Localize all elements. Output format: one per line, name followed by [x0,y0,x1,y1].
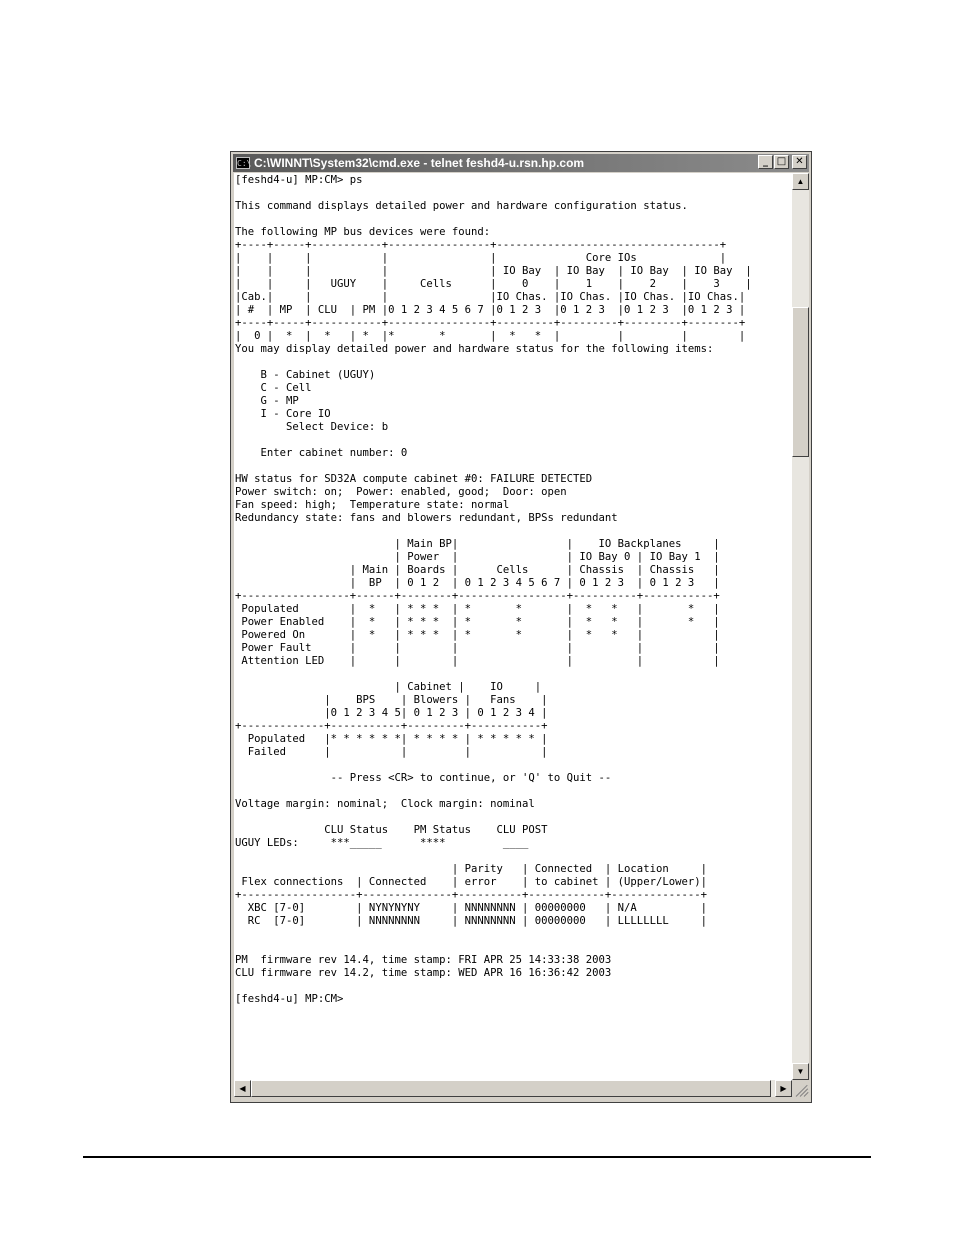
window-title: C:\WINNT\System32\cmd.exe - telnet feshd4-u.rsn.hp.com [254,156,585,170]
console-line: | | | | | IO Bay | IO Bay | IO Bay | IO Bay | [235,265,752,277]
console-line: | BP | 0 1 2 | 0 1 2 3 4 5 6 7 | 0 1 2 3 | 0 1 2 3 | [235,577,720,589]
title-bar[interactable] [233,154,809,172]
vertical-scrollbar[interactable] [792,173,809,1080]
resize-grip-icon[interactable] [792,1080,809,1097]
console-line: Select Device: b [235,421,389,433]
console-line: |Cab.| | | |IO Chas. |IO Chas. |IO Chas. |IO Chas.| [235,291,746,303]
console-line: Flex connections | Connected | error | to cabinet | (Upper/Lower)| [235,876,707,888]
scroll-down-button[interactable]: ▼ [792,1063,809,1080]
page-footer-rule [83,1156,871,1158]
console-line: |0 1 2 3 4 5| 0 1 2 3 | 0 1 2 3 4 | [235,707,548,719]
console-line: The following MP bus devices were found: [235,226,491,238]
console-line: Populated | * | * * * | * * | * * | * | [235,603,720,615]
console-line: | Parity | Connected | Location | [235,863,707,875]
horizontal-scrollbar[interactable] [234,1080,792,1097]
console-line: Voltage margin: nominal; Clock margin: nominal [235,798,535,810]
console-line: CLU firmware rev 14.2, time stamp: WED APR 16 16:36:42 2003 [235,967,612,979]
console-line: | Cabinet | IO | [235,681,542,693]
cmd-window [230,151,812,1103]
console-line: Enter cabinet number: 0 [235,447,408,459]
console-line: Populated |* * * * * *| * * * * | * * * * * | [235,733,548,745]
console-line: RC [7-0] | NNNNNNNN | NNNNNNNN | 00000000 | LLLLLLLL | [235,915,707,927]
console-line: Power Fault | | | | | | [235,642,720,654]
console-line: -- Press <CR> to continue, or 'Q' to Quit -- [235,772,612,784]
console-line: I - Core IO [235,408,331,420]
console-line: Failed | | | | [235,746,548,758]
console-line: [feshd4-u] MP:CM> ps [235,174,363,186]
console-line: XBC [7-0] | NYNYNYNY | NNNNNNNN | 00000000 | N/A | [235,902,707,914]
console-line: +----+-----+-----------+----------------+---------+---------+---------+--------+ [235,317,746,329]
console-line: UGUY LEDs: ***_____ **** ____ [235,837,529,849]
console-line: This command displays detailed power and hardware configuration status. [235,200,688,212]
console-line: Powered On | * | * * * | * * | * * | | [235,629,720,641]
console-line: | Main BP| | IO Backplanes | [235,538,720,550]
console-line: +-------------+-----------+---------+-----------+ [235,720,548,732]
horizontal-scroll-thumb[interactable] [251,1080,771,1097]
scroll-right-button[interactable]: ▶ [775,1080,792,1097]
console-line: | | | | | Core IOs | [235,252,727,264]
window-controls [758,155,807,169]
maximize-button[interactable]: □ [774,155,789,169]
console-line: G - MP [235,395,299,407]
minimize-button[interactable]: _ [758,155,773,169]
console-line: +----+-----+-----------+----------------+-----------------------------------+ [235,239,727,251]
console-line: | Power | | IO Bay 0 | IO Bay 1 | [235,551,720,563]
console-line: Attention LED | | | | | | [235,655,720,667]
console-line: CLU Status PM Status CLU POST [235,824,548,836]
console-line: | | | UGUY | Cells | 0 | 1 | 2 | 3 | [235,278,752,290]
cmd-app-icon[interactable]: C:\ [237,159,252,168]
console-line: C - Cell [235,382,312,394]
close-button[interactable]: ✕ [792,155,807,169]
console-line: Redundancy state: fans and blowers redundant, BPSs redundant [235,512,618,524]
console-line: Fan speed: high; Temperature state: normal [235,499,510,511]
console-line: | 0 | * | * | * |* * | * * | | | | [235,330,746,342]
console-line: PM firmware rev 14.4, time stamp: FRI APR 25 14:33:38 2003 [235,954,612,966]
console-line: HW status for SD32A compute cabinet #0: FAILURE DETECTED [235,473,593,485]
console-line: Power Enabled | * | * * * | * * | * * | * | [235,616,720,628]
console-line: B - Cabinet (UGUY) [235,369,376,381]
console-line: [feshd4-u] MP:CM> [235,993,344,1005]
console-line: +------------------+--------------+----------+------------+--------------+ [235,889,707,901]
console-line: Power switch: on; Power: enabled, good; Door: open [235,486,567,498]
console-output[interactable] [234,173,792,1080]
console-line: | BPS | Blowers | Fans | [235,694,548,706]
scroll-up-button[interactable]: ▲ [792,173,809,190]
console-line: You may display detailed power and hardware status for the following items: [235,343,714,355]
console-line: | Main | Boards | Cells | Chassis | Chassis | [235,564,720,576]
console-line: | # | MP | CLU | PM |0 1 2 3 4 5 6 7 |0 1 2 3 |0 1 2 3 |0 1 2 3 |0 1 2 3 | [235,304,746,316]
console-line: +-----------------+------+--------+-----------------+----------+-----------+ [235,590,720,602]
scroll-left-button[interactable]: ◀ [234,1080,251,1097]
vertical-scroll-thumb[interactable] [792,307,809,457]
console-text [234,173,792,1006]
